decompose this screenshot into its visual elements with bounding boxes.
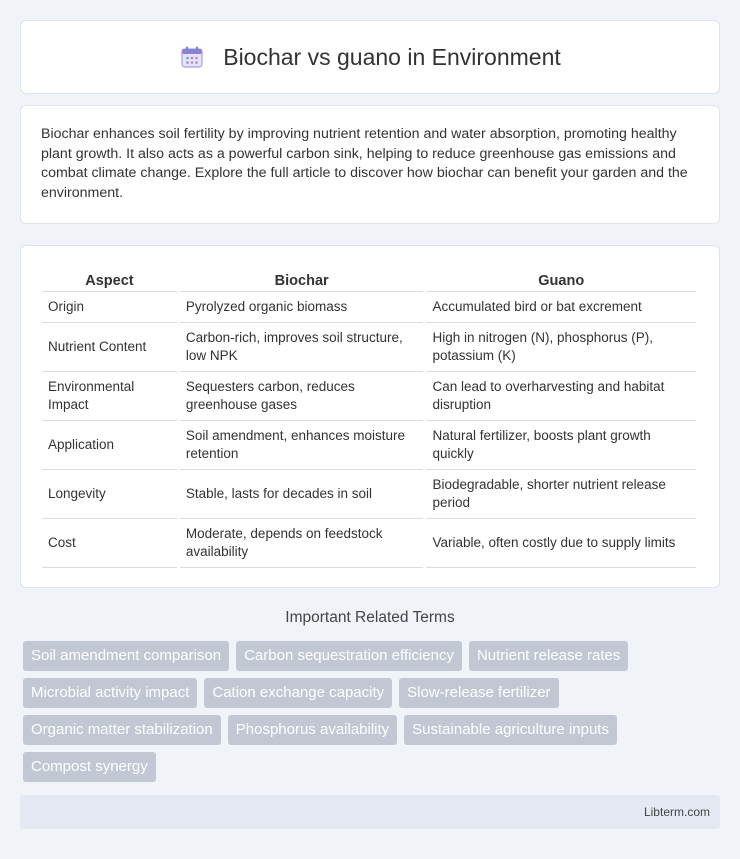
related-term-tag[interactable]: Sustainable agriculture inputs [404, 715, 617, 745]
intro-card [20, 105, 720, 224]
related-term-tag[interactable]: Organic matter stabilization [23, 715, 221, 745]
table-row [42, 519, 696, 568]
header-card [20, 20, 720, 94]
page-title: Biochar vs guano in Environment [223, 43, 561, 70]
table-cell: Natural fertilizer, boosts plant growth quickly [426, 421, 696, 470]
table-cell: Environmental Impact [42, 372, 177, 421]
table-cell: High in nitrogen (N), phosphorus (P), potassium (K) [426, 323, 696, 372]
header-biochar: Biochar [180, 266, 424, 292]
comparison-table-card [20, 245, 720, 588]
table-cell: Application [42, 421, 177, 470]
table-cell: Origin [42, 292, 177, 323]
related-term-tag[interactable]: Carbon sequestration efficiency [236, 641, 462, 671]
table-cell: Cost [42, 519, 177, 568]
table-row [42, 372, 696, 421]
related-terms-list [23, 641, 703, 782]
table-cell: Soil amendment, enhances moisture retention [180, 421, 424, 470]
table-cell: Sequesters carbon, reduces greenhouse gases [180, 372, 424, 421]
related-term-tag[interactable]: Nutrient release rates [469, 641, 628, 671]
related-terms-title: Important Related Terms [285, 609, 455, 626]
table-cell: Stable, lasts for decades in soil [180, 470, 424, 519]
related-term-tag[interactable]: Slow-release fertilizer [399, 678, 558, 708]
table-cell: Nutrient Content [42, 323, 177, 372]
related-term-tag[interactable]: Compost synergy [23, 752, 156, 782]
table-cell: Carbon-rich, improves soil structure, low NPK [180, 323, 424, 372]
table-row [42, 323, 696, 372]
table-row [42, 470, 696, 519]
table-header-row [42, 266, 696, 292]
table-cell: Variable, often costly due to supply limits [426, 519, 696, 568]
calendar-icon [179, 44, 205, 70]
footer [20, 795, 720, 829]
comparison-table [39, 266, 699, 568]
table-row [42, 421, 696, 470]
table-cell: Accumulated bird or bat excrement [426, 292, 696, 323]
title-wrap [179, 44, 561, 71]
table-cell: Longevity [42, 470, 177, 519]
intro-text: Biochar enhances soil fertility by improving nutrient retention and water absorption, promoting healthy plant growth. It also acts as a powerful carbon sink, helping to reduce greenhouse gas emissions and combat climate change. Explore the full article to discover how biochar can benefit your garden and the environment. [41, 126, 688, 201]
header-guano: Guano [426, 266, 696, 292]
related-term-tag[interactable]: Microbial activity impact [23, 678, 197, 708]
footer-brand-link[interactable]: Libterm.com [643, 805, 710, 819]
table-row [42, 292, 696, 323]
related-term-tag[interactable]: Soil amendment comparison [23, 641, 229, 671]
header-aspect: Aspect [42, 266, 177, 292]
related-term-tag[interactable]: Cation exchange capacity [204, 678, 392, 708]
related-term-tag[interactable]: Phosphorus availability [228, 715, 397, 745]
table-cell: Biodegradable, shorter nutrient release period [426, 470, 696, 519]
table-cell: Moderate, depends on feedstock availability [180, 519, 424, 568]
table-cell: Can lead to overharvesting and habitat disruption [426, 372, 696, 421]
table-cell: Pyrolyzed organic biomass [180, 292, 424, 323]
